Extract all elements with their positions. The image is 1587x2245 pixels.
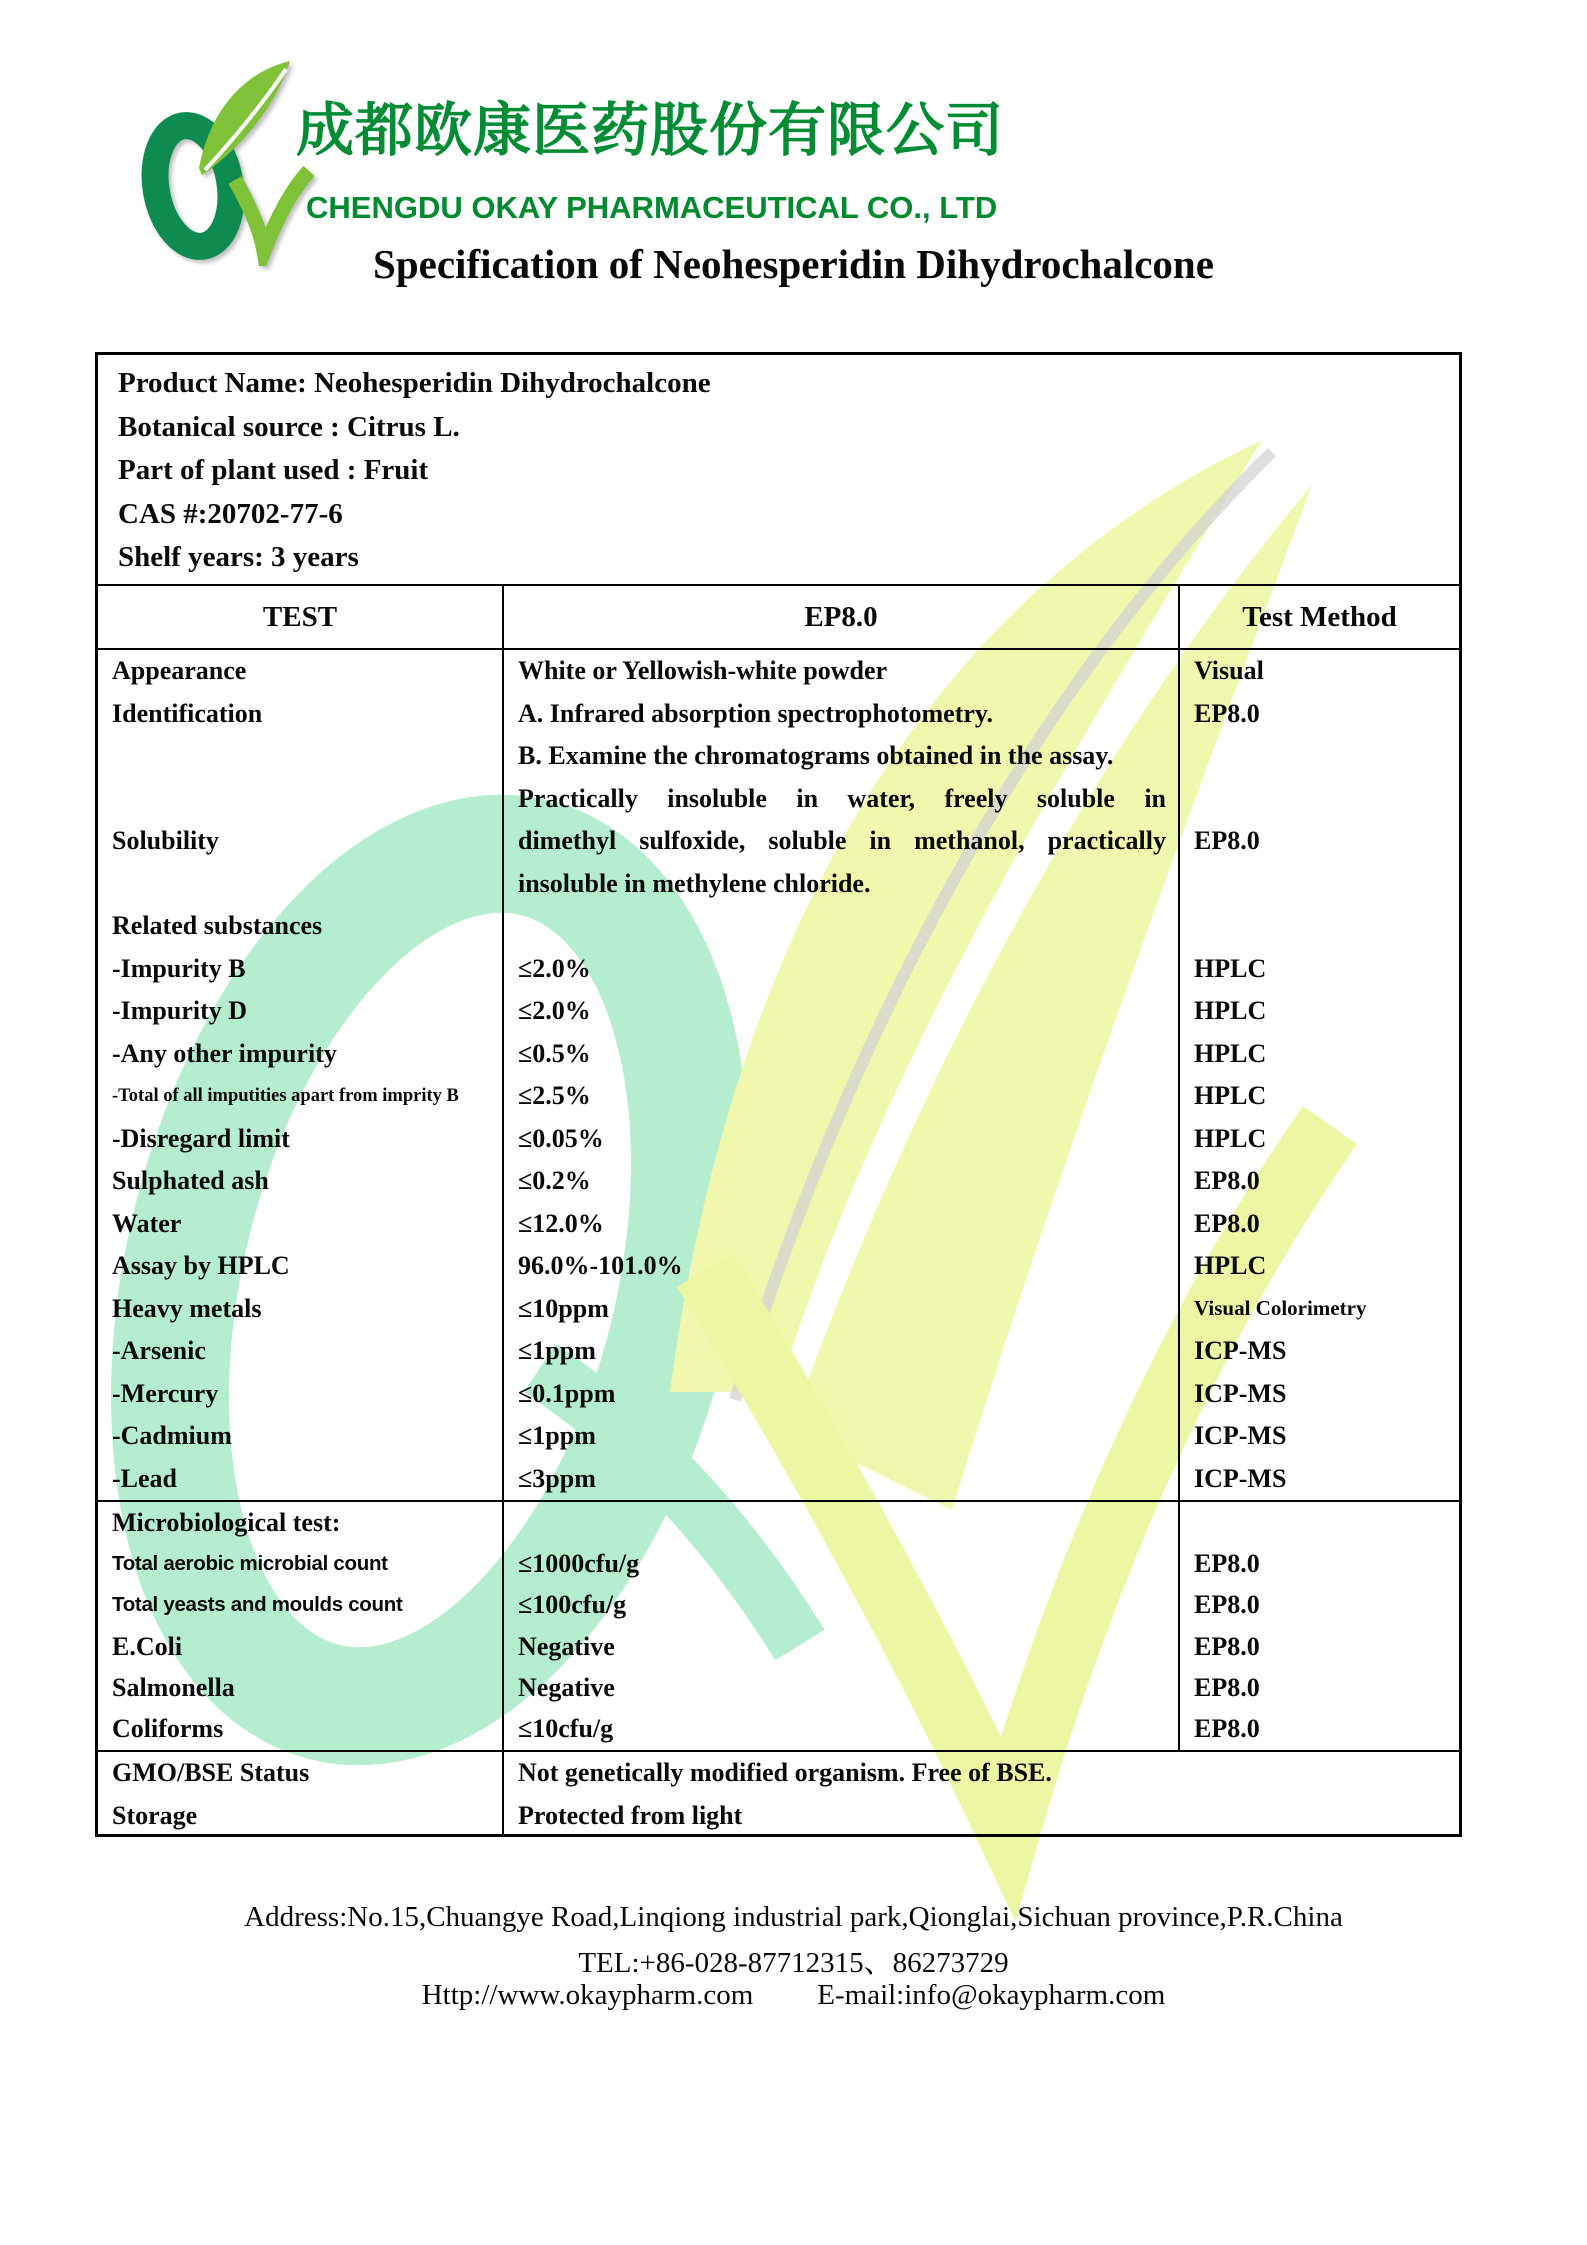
- company-name-english: CHENGDU OKAY PHARMACEUTICAL CO., LTD: [306, 190, 998, 225]
- footer-telephone: TEL:+86-028-87712315、86273729: [578, 1947, 1009, 1979]
- column-header-ep80: EP8.0: [504, 586, 1180, 648]
- table-row: [98, 1458, 1459, 1501]
- solubility-line: Practically insoluble in water, freely soluble in: [518, 783, 1166, 813]
- ep-cell: ≤1000cfu/g: [504, 1543, 1180, 1584]
- test-cell: -Total of all imputities apart from imprity B: [98, 1075, 504, 1118]
- table-row-solubility: [98, 778, 1459, 906]
- method-cell: Visual: [1194, 656, 1264, 686]
- table-row: [98, 1585, 1459, 1626]
- ep-cell: [504, 778, 1180, 906]
- specification-table: [95, 352, 1462, 1837]
- ep-cell: ≤0.5%: [504, 1033, 1180, 1076]
- ep-cell: 96.0%-101.0%: [504, 1245, 1180, 1288]
- ep-cell: ≤1ppm: [504, 1415, 1180, 1458]
- method-cell: ICP-MS: [1194, 1378, 1287, 1408]
- ep-cell: ≤2.0%: [504, 948, 1180, 991]
- table-row: [98, 990, 1459, 1033]
- test-cell: Sulphated ash: [98, 1160, 504, 1203]
- method-cell: ICP-MS: [1194, 1463, 1287, 1493]
- table-row: [98, 1203, 1459, 1246]
- test-cell: [98, 735, 504, 778]
- test-cell: Coliforms: [98, 1708, 504, 1749]
- ep-cell: ≤3ppm: [504, 1458, 1180, 1501]
- shelf-years-line: Shelf years: 3 years: [118, 541, 359, 573]
- value-cell: Not genetically modified organism. Free of BSE.: [518, 1758, 1052, 1788]
- test-cell: -Cadmium: [98, 1415, 504, 1458]
- test-cell: E.Coli: [98, 1626, 504, 1667]
- table-row: [98, 1794, 1459, 1837]
- table-row: [98, 1415, 1459, 1458]
- solubility-line: insoluble in methylene chloride.: [518, 868, 871, 898]
- microbiological-section: [98, 1502, 1459, 1752]
- method-cell: HPLC: [1194, 1251, 1267, 1281]
- method-cell: HPLC: [1194, 1123, 1267, 1153]
- test-cell: -Mercury: [98, 1373, 504, 1416]
- ep-cell: [504, 905, 1180, 948]
- test-cell: Appearance: [98, 650, 504, 693]
- test-cell: Storage: [98, 1794, 504, 1837]
- method-cell: HPLC: [1194, 1081, 1267, 1111]
- method-cell: EP8.0: [1194, 1208, 1260, 1238]
- table-row: [98, 1160, 1459, 1203]
- method-cell: EP8.0: [1194, 1590, 1260, 1620]
- ep-cell: ≤1ppm: [504, 1330, 1180, 1373]
- ep-cell: [504, 1502, 1180, 1543]
- method-cell: EP8.0: [1194, 1166, 1260, 1196]
- ep-cell: B. Examine the chromatograms obtained in the assay.: [504, 735, 1180, 778]
- table-row: [98, 735, 1459, 778]
- method-cell: ICP-MS: [1194, 1336, 1287, 1366]
- solubility-line: dimethyl sulfoxide, soluble in methanol, practically: [518, 826, 1166, 855]
- footer-email-link[interactable]: E-mail:info@okaypharm.com: [817, 1979, 1166, 2011]
- ep-cell: ≤0.1ppm: [504, 1373, 1180, 1416]
- column-header-test: TEST: [98, 586, 504, 648]
- table-row: [98, 1075, 1459, 1118]
- table-row: [98, 1667, 1459, 1708]
- table-row: [98, 650, 1459, 693]
- test-cell: Total yeasts and moulds count: [98, 1585, 504, 1626]
- footer-address: Address:No.15,Chuangye Road,Linqiong industrial park,Qionglai,Sichuan province,P.R.China: [244, 1901, 1343, 1933]
- main-test-section: [98, 650, 1459, 1502]
- test-cell: Heavy metals: [98, 1288, 504, 1331]
- test-cell: Salmonella: [98, 1667, 504, 1708]
- test-cell: -Impurity B: [98, 948, 504, 991]
- ep-cell: ≤0.05%: [504, 1118, 1180, 1161]
- cas-number-line: CAS #:20702-77-6: [118, 497, 343, 530]
- ep-cell: A. Infrared absorption spectrophotometry.: [504, 693, 1180, 736]
- ep-cell: ≤10ppm: [504, 1288, 1180, 1331]
- footer-website-link[interactable]: Http://www.okaypharm.com: [421, 1979, 754, 2011]
- method-cell: [1180, 735, 1459, 778]
- method-cell: HPLC: [1194, 953, 1267, 983]
- status-storage-section: [98, 1752, 1459, 1837]
- table-row: [98, 1288, 1459, 1331]
- column-header-test-method: Test Method: [1242, 600, 1397, 633]
- table-row: [98, 1752, 1459, 1795]
- test-cell: -Arsenic: [98, 1330, 504, 1373]
- test-cell: Water: [98, 1203, 504, 1246]
- test-cell: -Lead: [98, 1458, 504, 1501]
- table-row: [98, 1543, 1459, 1584]
- table-row: [98, 1502, 1459, 1543]
- test-cell: -Disregard limit: [98, 1118, 504, 1161]
- method-cell: HPLC: [1194, 996, 1267, 1026]
- test-cell: -Any other impurity: [98, 1033, 504, 1076]
- table-row: [98, 1373, 1459, 1416]
- table-header-row: [98, 586, 1459, 650]
- test-cell: -Impurity D: [98, 990, 504, 1033]
- method-cell: Visual Colorimetry: [1194, 1296, 1367, 1321]
- method-cell: EP8.0: [1194, 698, 1260, 728]
- botanical-source-line: Botanical source : Citrus L.: [118, 410, 460, 443]
- table-row: [98, 1033, 1459, 1076]
- table-row: [98, 1626, 1459, 1667]
- test-cell: Assay by HPLC: [98, 1245, 504, 1288]
- method-cell: HPLC: [1194, 1038, 1267, 1068]
- plant-part-line: Part of plant used : Fruit: [118, 454, 429, 486]
- test-cell: GMO/BSE Status: [98, 1752, 504, 1795]
- table-row: [98, 1245, 1459, 1288]
- test-cell: Solubility: [98, 778, 504, 906]
- table-row: [98, 1118, 1459, 1161]
- ep-cell: ≤12.0%: [504, 1203, 1180, 1246]
- test-cell: Related substances: [98, 905, 504, 948]
- ep-cell: ≤2.0%: [504, 990, 1180, 1033]
- ep-cell: ≤0.2%: [504, 1160, 1180, 1203]
- method-cell: ICP-MS: [1194, 1421, 1287, 1451]
- table-row: [98, 948, 1459, 991]
- method-cell: EP8.0: [1194, 1548, 1260, 1578]
- value-cell: Protected from light: [518, 1800, 743, 1830]
- table-row: [98, 693, 1459, 736]
- test-cell: Identification: [98, 693, 504, 736]
- table-row: [98, 1330, 1459, 1373]
- test-cell: Microbiological test:: [98, 1502, 504, 1543]
- method-cell: EP8.0: [1194, 826, 1260, 856]
- ep-cell: Negative: [504, 1667, 1180, 1708]
- table-row: [98, 1708, 1459, 1749]
- test-cell: Total aerobic microbial count: [98, 1543, 504, 1584]
- ep-cell: ≤2.5%: [504, 1075, 1180, 1118]
- product-name-line: Product Name: Neohesperidin Dihydrochalcone: [118, 367, 711, 399]
- company-logo-icon: [138, 58, 314, 266]
- ep-cell: ≤100cfu/g: [504, 1585, 1180, 1626]
- method-cell: [1180, 1502, 1459, 1543]
- method-cell: EP8.0: [1194, 1631, 1260, 1661]
- table-row: [98, 905, 1459, 948]
- ep-cell: White or Yellowish-white powder: [504, 650, 1180, 693]
- footer-web-email: [0, 1979, 1587, 2012]
- method-cell: EP8.0: [1194, 1672, 1260, 1702]
- method-cell: EP8.0: [1194, 1714, 1260, 1744]
- ep-cell: ≤10cfu/g: [504, 1708, 1180, 1749]
- document-title: Specification of Neohesperidin Dihydrochalcone: [373, 241, 1214, 287]
- ep-cell: Negative: [504, 1626, 1180, 1667]
- company-name-chinese: 成都欧康医药股份有限公司: [296, 98, 1005, 163]
- product-info-block: [98, 355, 1459, 586]
- method-cell: [1180, 905, 1459, 948]
